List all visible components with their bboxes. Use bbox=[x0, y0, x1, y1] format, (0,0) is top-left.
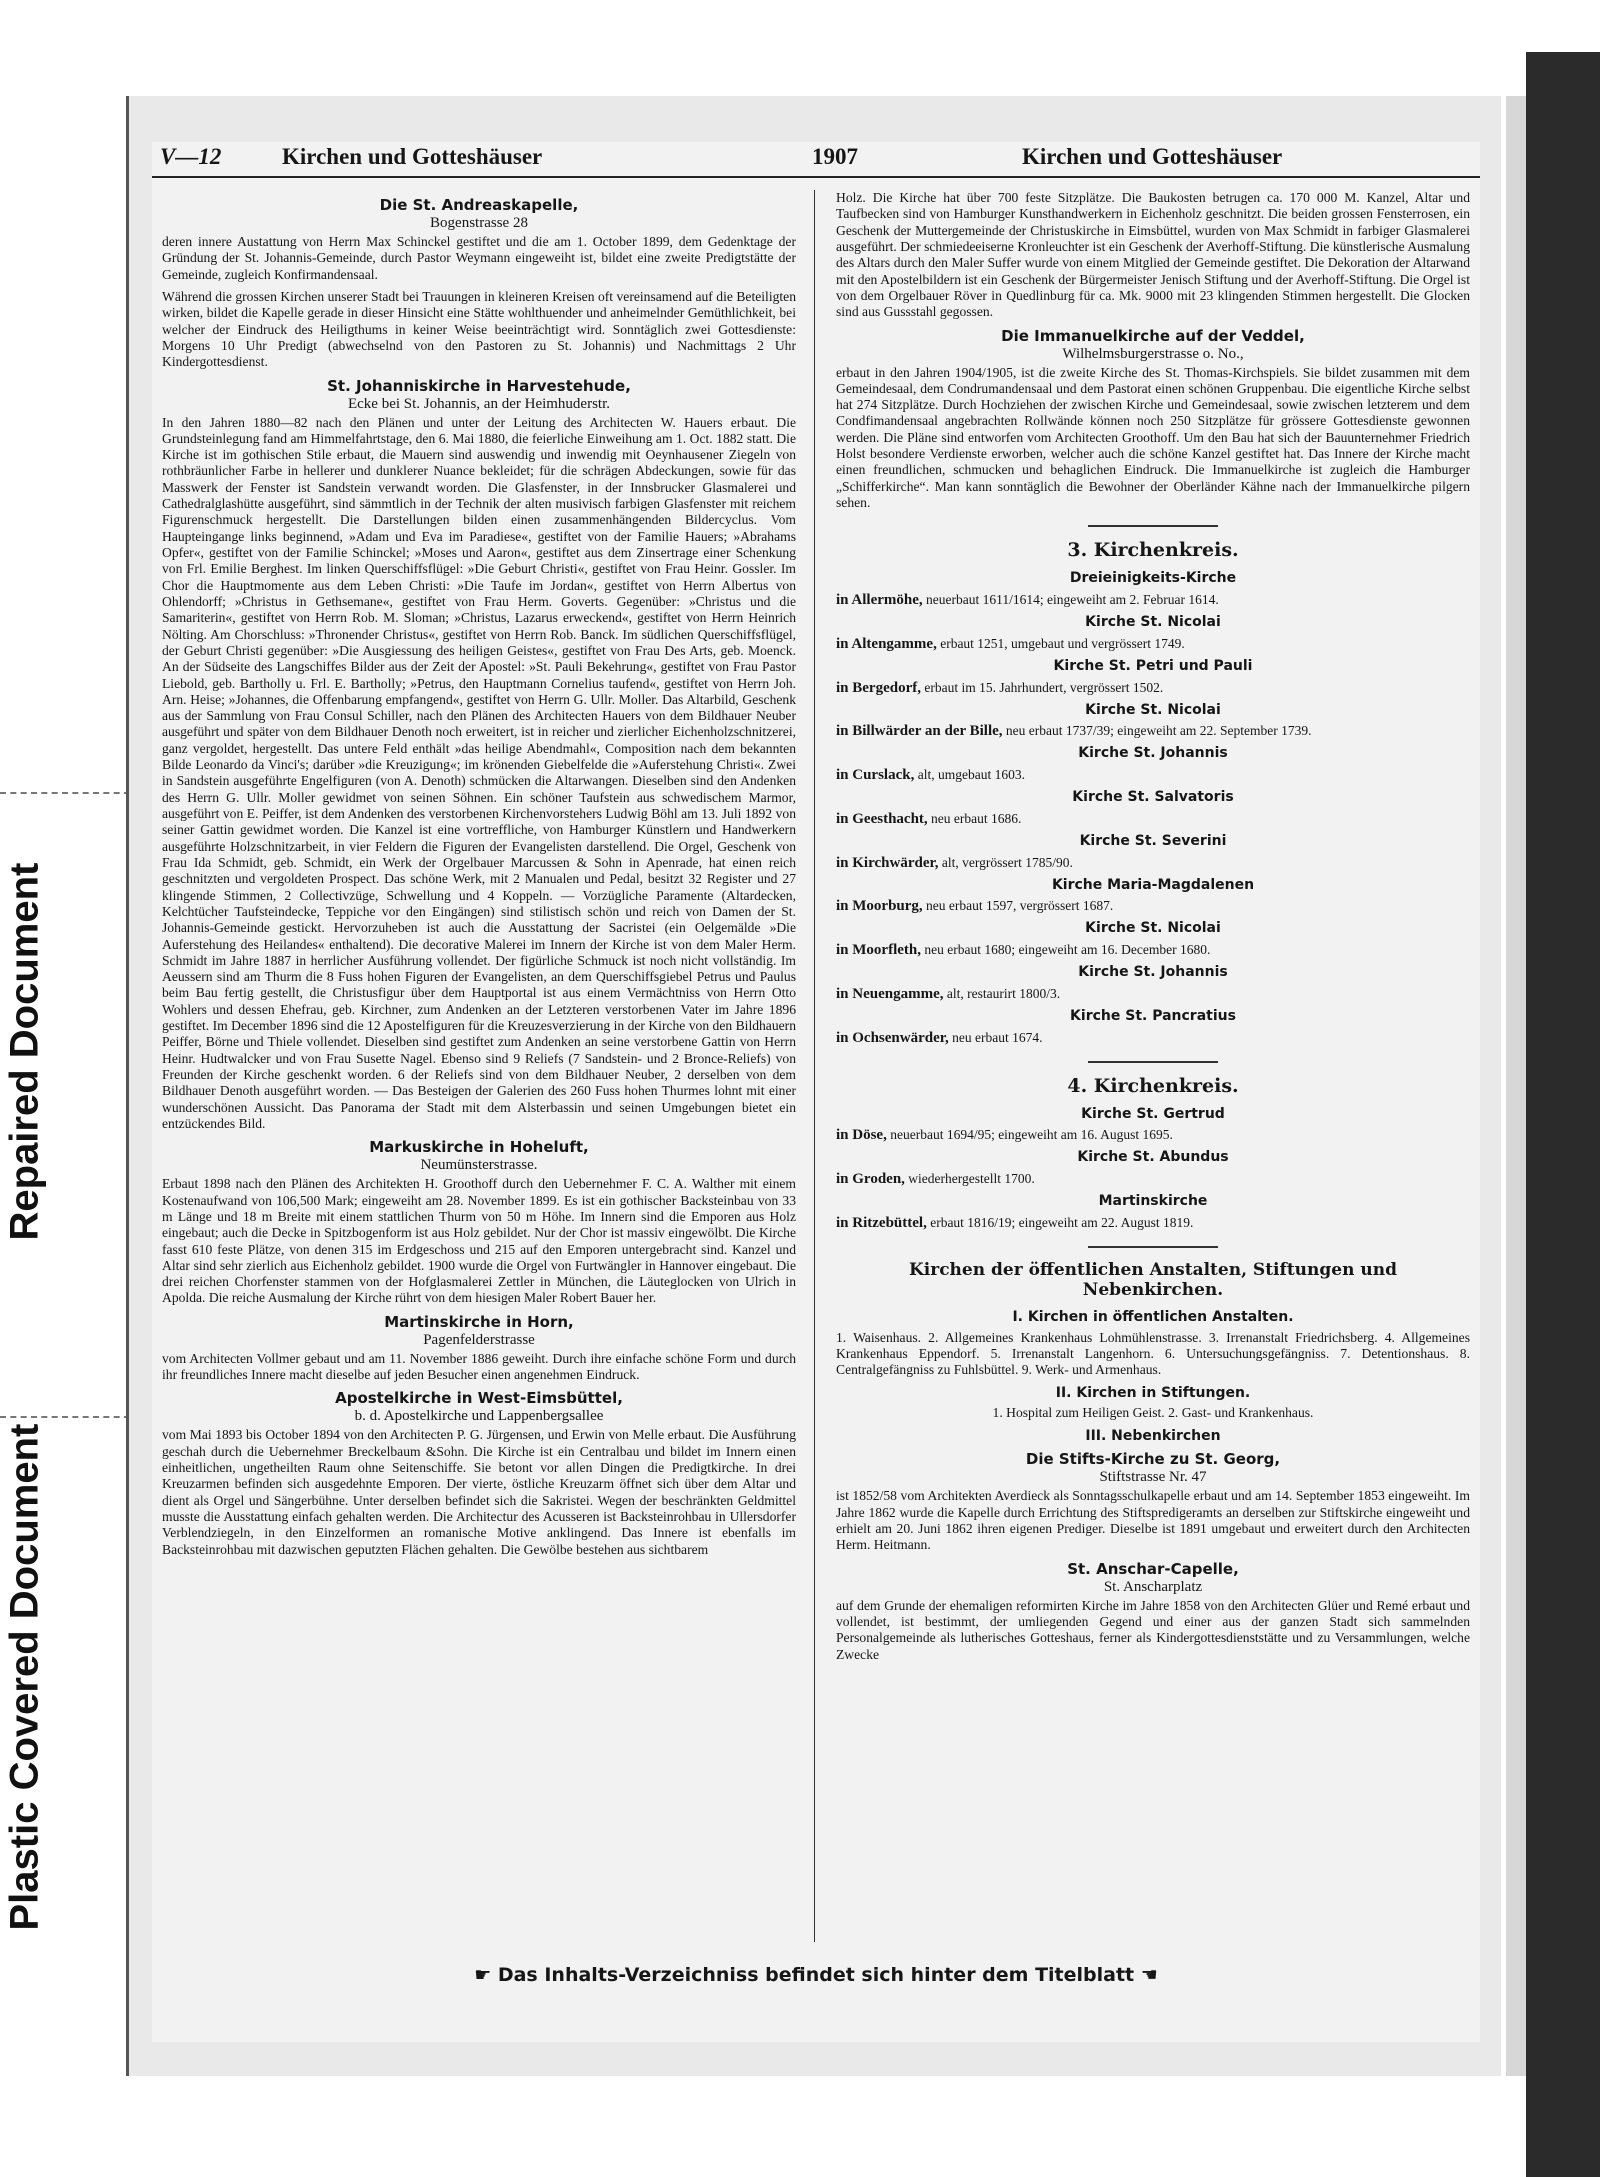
paragraph: In den Jahren 1880—82 nach den Plänen und unter der Leitung des Architecten W. Hauers erbaut. Die Grundsteinlegung fand am Himmelfahrtstage, den 6. Mai 1880, die feierliche Einweihung am 1. Oct. 1882 statt. Die Kirche ist im gothischen Stile erbaut, die Mauern sind auswendig und inwendig mit Oeynhausener Ziegeln von rothbräunlicher Farbe in hellerer und dunklerer Nuance bekleidet; für die schrägen Abdeckungen, sowie für das Masswerk der Fenster ist Sandstein verwandt worden. Die Glasfenster, in der Innsbrucker Glasmalerei und Cathedralglashütte ausgeführt, sind sämmtlich in der Technik der alten musivisch farbigen Glasfenster mit reichem Figurenschmuck hergestellt. Die Darstellungen bilden einen zusammenhängenden Bildercyclus. Vom Haupteingange links beginnend, »Adam und Eva im Paradiese«, gestiftet von der Familie Hauers; »Abrahams Opfer«, gestiftet von der Familie Schinckel; »Moses und Aaron«, gestiftet aus dem Zinsertrage einer Schenkung von Frl. Emilie Berghest. Im linken Querschiffsflügel: »Die Geburt Christi«, gestiftet von Frau Heinr. Gossler. Im Chor die Hauptmomente aus dem Leben Christi: »Die Taufe im Jordan«, gestiftet von Herrn Albertus von Ohlendorff; »Christus in Gethsemane«, gestiftet von Frau Herm. Goverts. Gegenüber: »Christus und die Samariterin«, gestiftet von Herrn Rob. M. Sloman; »Christus, Lazarus erweckend«, gestiftet von Herrn Heinrich Nölting. Am Chorschluss: »Thronender Christus«, gestiftet von Herrn Rob. Banck. Im südlichen Querschiffsflügel, der Geburt Christi gegenüber: »Die Ausgiessung des heiligen Geistes«, gestiftet von Frau Des Arts, geb. Moenck. An der Südseite des Langschiffes Bilder aus der Zeit der Apostel: »St. Pauli Bekehrung«, gestiftet von Frau Pastor Liebold, geb. Bartholly u. Frl. E. Bartholly; »Petrus, den Hauptmann Cornelius taufend«, gestiftet von Herrn Joh. Arn. Heise; »Johannes, die Offenbarung empfangend«, gestiftet von Herrn G. Ullr. Moller. Das Altarbild, Geschenk aus der Sammlung von Frau Consul Schiller, nach den Plänen des Architecten Hauers von dem Bildhauer Neuber ausgeführt und später von dem Bildhauer Denoth noch erweitert, ist in reicher und zierlicher Eichenholzschnitzerei, ganz vergoldet, hergestellt. Das untere Feld enthält »das heilige Abendmahl«, Composition nach dem bekannten Bilde Leonardo da Vinci's; darüber »die Kreuzigung«; im krönenden Giebelfelde die »Auferstehung Christi«. Zwei in Sandstein ausgeführte Engelfiguren (von A. Denoth) schmücken die Altarwangen. Dieselben sind den Andenken des Herrn G. Ullr. Moller gewidmet von seinen Söhnen. Ein schöner Taufstein aus schwedischem Marmor, ausgeführt von E. Peiffer, ist dem Andenken des verstorbenen Kirchenvorstehers Ludwig Böhl am 13. Juli 1892 von seiner Gattin gewidmet worden. Die Kanzel ist eine vortreffliche, von Hamburger Künstlern und Handwerkern ausgeführte Holzschnitzarbeit, in vier Feldern die Figuren der Evangelisten darstellend. Die Orgel, Geschenk von Frau Ida Schmidt, geb. Schmidt, ein Werk der Orgelbauer Marcussen & Sohn in Apenrade, hat einen reich geschnitzten und vergoldeten Prospect. Das schöne Werk, mit 2 Manualen und Pedal, besitzt 32 Register und 27 klingende Stimmen, 2 Collectivzüge, Schwellung und 4 Koppeln. — Vorzügliche Paramente (Altardecken, Kelchtücher Taufsteindecke, Teppiche vor den Eingängen) sind stilistisch schön und reich von Damen der St. Johannis-Gemeinde gestickt. Hervorzuheben ist auch die Ausstattung der Sacristei (ein Oelgemälde »Die Auferstehung des Heilandes« enthaltend). Die decorative Malerei im Innern der Kirche ist von dem Maler Herm. Schmidt im Jahre 1887 in herrlicher Ausführung vollendet. Der figürliche Schmuck ist noch nicht vollständig. Im Aeussern sind am Thurm die 8 Fuss hohen Figuren der Evangelisten, an dem Querschiffsgiebel Petrus und Paulus beim Bau fertig gestellt, die Christusfigur über dem Hauptportal ist aus einem Vermächtniss von Herrn Otto Wohlers und dessen Ehefrau, geb. Kirchner, zum Andenken an der Letzteren verstorbenen Vater im Jahre 1896 gestiftet. Im December 1896 sind die 12 Apostelfiguren für die Kreuzesverzierung in der Kirche von den Bildhauern Peiffer, Börne und Thiele vollendet. Dieselben sind gestiftet zum Andenken an seine verstorbene Gattin von Herrn Heinr. Hudtwalcker und von Frau Susette Nagel. Ebenso sind 9 Reliefs (7 Sandstein- und 2 Bronce-Reliefs) von Freunden der Kirche geschenkt worden. 6 der Reliefs sind von dem Bildhauer Neuber, 2 derselben von dem Bildhauer Denoth ausgeführt worden. — Das Besteigen der Galerien des 260 Fuss hohen Thurmes lohnt mit einer wunderschönen Aussicht. Das Panorama der Stadt mit dem Alsterbassin und seinen Umgebungen bietet ein entzückendes Bild. bbox=[162, 414, 796, 1131]
church-name: Kirche St. Abundus bbox=[1077, 1149, 1229, 1166]
kirchenkreis-heading: 4. Kirchenkreis. bbox=[1067, 1074, 1239, 1097]
kirchenkreis-heading: 3. Kirchenkreis. bbox=[1067, 539, 1239, 562]
section-title: St. Anschar-Capelle, bbox=[1067, 1559, 1239, 1578]
top-margin bbox=[0, 0, 1600, 52]
section-subtitle: b. d. Apostelkirche und Lappenbergsallee bbox=[354, 1408, 604, 1425]
subsection-title: I. Kirchen in öffentlichen Anstalten. bbox=[1012, 1308, 1294, 1325]
footer-notice bbox=[152, 1964, 1480, 1986]
pointing-hand-icon: ☛ bbox=[474, 1964, 498, 1986]
church-place: in Allermöhe, bbox=[836, 591, 923, 608]
section-title: Die Stifts-Kirche zu St. Georg, bbox=[1025, 1450, 1281, 1469]
separator bbox=[1088, 1061, 1218, 1063]
column-rule bbox=[814, 190, 815, 1942]
paragraph: Erbaut 1898 nach den Plänen des Architekten H. Groothoff durch den Uebernehmer F. C. A. Walther mit einem Kostenaufwand von 106,500 Mark; eingeweiht am 28. November 1899. Es ist ein gothischer Backsteinbau von 33 m Länge und 18 m Breite mit einem stattlichen Thurm von 50 m Höhe. Im Innern sind die Emporen aus Holz eingebaut; auch die Decke in Spitzbogenform ist aus Holz gebildet. Nur der Chor ist massiv eingewölbt. Die Kirche fasst 610 feste Plätze, von denen 315 im Erdgeschoss und 215 auf den Emporen untergebracht sind. Kanzel und Altar sind sehr zierlich aus Eichenholz gebildet. 1900 wurde die Orgel von Furtwängler in Hannover eingebaut. Die drei reichen Chorfenster stammen von der Hofglasmalerei Zettler in München, die Läuteglocken von Ulrich in Apolda. Die reiche Ausmalung der Kirche rührt von dem hiesigen Maler Robert Bauer her. bbox=[162, 1176, 796, 1306]
paragraph: ist 1852/58 vom Architekten Averdieck als Sonntagsschulkapelle erbaut und am 14. September 1853 eingeweiht. Im Jahre 1862 wurde die Kapelle durch Errichtung des Stiftspredigeramts an derselben zur Stiftskirche eingeweiht und erhielt am 20. Juni 1862 ihren eigenen Prediger. Dieselbe ist 1891 umgebaut und erweitert durch den Architecten Herm. Heitmann. bbox=[836, 1488, 1470, 1553]
church-name: Kirche St. Petri und Pauli bbox=[1053, 657, 1253, 674]
section-subtitle: Ecke bei St. Johannis, an der Heimhuderstr. bbox=[347, 395, 611, 412]
scan-right-edge bbox=[1526, 52, 1600, 2177]
church-place: in Billwärder an der Bille, bbox=[836, 723, 1003, 740]
header-year: 1907 bbox=[812, 144, 858, 169]
section-title: St. Johanniskirche in Harvestehude, bbox=[327, 376, 631, 395]
church-place: in Ochsenwärder, bbox=[836, 1029, 949, 1046]
church-place: in Moorfleth, bbox=[836, 942, 921, 959]
section-subtitle: Neumünsterstrasse. bbox=[420, 1157, 538, 1174]
church-name: Dreieinigkeits-Kirche bbox=[1069, 570, 1237, 587]
church-place: in Curslack, bbox=[836, 767, 915, 784]
header-title-left: Kirchen und Gotteshäuser bbox=[282, 144, 543, 169]
section-subtitle: Bogenstrasse 28 bbox=[430, 215, 528, 231]
paragraph: Während die grossen Kirchen unserer Stadt bei Trauungen in kleineren Kreisen oft vereinsamend auf die Beteiligten wirken, bildet die Kapelle gerade in dieser Hinsicht eine Stätte wohlthuender und anheimelnder Gemüthlichkeit, bei welcher der Eindruck des Heiligthums in keiner Weise beeinträchtigt wird. Sonntäglich zwei Gottesdienste: Morgens 10 Uhr Predigt (abwechselnd von den Pastoren zu St. Johannis) und Nachmittags 2 Uhr Kindergottesdienst. bbox=[162, 288, 796, 370]
plastic-covered-label: Plastic Covered Document bbox=[2, 1423, 47, 1931]
church-name: Kirche St. Nicolai bbox=[1085, 701, 1221, 718]
paragraph: vom Architecten Vollmer gebaut und am 11. November 1886 geweiht. Durch ihre einfache schöne Form und durch ihr freundliches Innere macht dieselbe auf jeden Besucher einen angenehmen Eindruck. bbox=[162, 1350, 796, 1383]
section-subtitle: Wilhelmsburgerstrasse o. No., bbox=[1062, 345, 1244, 362]
church-place: in Altengamme, bbox=[836, 635, 937, 652]
church-entry bbox=[836, 591, 1470, 609]
label-divider bbox=[0, 1416, 130, 1418]
church-entry bbox=[836, 766, 1470, 784]
paragraph: 1. Waisenhaus. 2. Allgemeines Krankenhaus Lohmühlenstrasse. 3. Irrenanstalt Friedrichsberg. 4. Allgemeines Krankenhaus Eppendorf. 5. Irrenanstalt Langenhorn. 6. Untersuchungsgefängniss. 7. Detentionshaus. 8. Centralgefängniss zu Fuhlsbüttel. 9. Werk- und Armenhaus. bbox=[836, 1329, 1470, 1378]
church-place: in Kirchwärder, bbox=[836, 854, 939, 871]
church-info: neu erbaut 1674. bbox=[952, 1029, 1043, 1045]
church-name: Kirche Maria-Magdalenen bbox=[1051, 876, 1255, 893]
anstalten-heading: Kirchen der öffentlichen Anstalten, Stiftungen und Nebenkirchen. bbox=[909, 1260, 1397, 1301]
paragraph: auf dem Grunde der ehemaligen reformirten Kirche im Jahre 1858 von den Architecten Glüer und Remé erbaut und vollendet, ist bestimmt, der umliegenden Gegend und einer aus der ganzen Stadt sich sammelnden Personalgemeinde als lutherisches Gotteshaus, ferner als Kindergottesdienststätte und zu Versammlungen, welche Zwecke bbox=[836, 1597, 1470, 1662]
paragraph: deren innere Austattung von Herrn Max Schinckel gestiftet und die am 1. October 1899, dem Gedenktage der Gründung der St. Johannis-Gemeinde, durch Pastor Weymann eingeweiht ist, bildet eine zweite Predigtstätte der Gemeinde, zugleich Konfirmandensaal. bbox=[162, 234, 796, 282]
church-info: neu erbaut 1737/39; eingeweiht am 22. September 1739. bbox=[1005, 723, 1312, 739]
church-place: in Geesthacht, bbox=[836, 810, 928, 827]
church-info: neu erbaut 1680; eingeweiht am 16. December 1680. bbox=[924, 942, 1211, 958]
section-title: Die St. Andreaskapelle, bbox=[379, 196, 579, 214]
church-name: Kirche St. Salvatoris bbox=[1072, 789, 1234, 806]
church-entry bbox=[836, 722, 1470, 740]
subsection-title: III. Nebenkirchen bbox=[1085, 1427, 1221, 1444]
paragraph: 1. Hospital zum Heiligen Geist. 2. Gast- und Krankenhaus. bbox=[992, 1405, 1314, 1421]
church-entry bbox=[836, 1126, 1470, 1144]
left-column bbox=[162, 190, 796, 1564]
church-name: Kirche St. Johannis bbox=[1078, 745, 1228, 762]
section-title: Die Immanuelkirche auf der Veddel, bbox=[1001, 326, 1305, 345]
church-place: in Groden, bbox=[836, 1171, 905, 1188]
label-divider bbox=[0, 792, 130, 794]
left-label-strip bbox=[0, 0, 100, 2177]
newspaper-page bbox=[152, 142, 1480, 2042]
church-entry bbox=[836, 985, 1470, 1003]
church-info: alt, umgebaut 1603. bbox=[917, 767, 1025, 783]
church-place: in Moorburg, bbox=[836, 898, 923, 915]
church-name: Kirche St. Severini bbox=[1079, 832, 1227, 849]
right-column bbox=[836, 190, 1470, 1669]
scan-right-shadow bbox=[1506, 96, 1526, 2076]
church-name: Kirche St. Gertrud bbox=[1081, 1105, 1225, 1122]
section-title: Markuskirche in Hoheluft, bbox=[369, 1138, 589, 1157]
church-entry bbox=[836, 810, 1470, 828]
church-entry bbox=[836, 1029, 1470, 1047]
church-info: erbaut im 15. Jahrhundert, vergrössert 1502. bbox=[924, 679, 1164, 695]
church-place: in Bergedorf, bbox=[836, 679, 921, 696]
church-entry bbox=[836, 897, 1470, 915]
church-entry bbox=[836, 941, 1470, 959]
pointing-hand-icon: ☚ bbox=[1140, 1964, 1158, 1986]
page-header bbox=[152, 142, 1480, 178]
church-name: Kirche St. Pancratius bbox=[1070, 1008, 1236, 1025]
church-name: Kirche St. Nicolai bbox=[1085, 920, 1221, 937]
page-number: V—12 bbox=[160, 144, 222, 169]
section-subtitle: St. Anscharplatz bbox=[1103, 1578, 1203, 1595]
church-info: erbaut 1816/19; eingeweiht am 22. August 1819. bbox=[930, 1215, 1194, 1231]
church-entry bbox=[836, 1214, 1470, 1232]
separator bbox=[1088, 525, 1218, 527]
church-name: Martinskirche bbox=[1098, 1193, 1208, 1210]
church-entry bbox=[836, 854, 1470, 872]
footer-text: Das Inhalts-Verzeichniss befindet sich hinter dem Titelblatt bbox=[497, 1964, 1135, 1986]
section-title: Martinskirche in Horn, bbox=[384, 1312, 574, 1331]
church-info: neu erbaut 1686. bbox=[931, 810, 1022, 826]
church-info: neu erbaut 1597, vergrössert 1687. bbox=[926, 898, 1114, 914]
separator bbox=[1088, 1246, 1218, 1248]
church-place: in Neuengamme, bbox=[836, 986, 944, 1003]
church-place: in Ritzebüttel, bbox=[836, 1215, 927, 1232]
paragraph: Holz. Die Kirche hat über 700 feste Sitzplätze. Die Baukosten betrugen ca. 170 000 M. Kanzel, Altar und Taufbecken sind von Hamburger Kunsthandwerkern in Eichenholz geschnitzt. Die beiden grossen Fensterrosen, ein Geschenk der Muttergemeinde der Christuskirche in Eimsbüttel, wurden von Max Schmidt in farbiger Glasmalerei ausgeführt. Der schmiedeeiserne Kronleuchter ist ein Geschenk der Averhoff-Stiftung. Die künstlerische Ausmalung des Altars durch den Maler Suffer wurde von einem Mitglied der Gemeinde gestiftet. Die Dekoration der Altarwand mit den Apostelbildern ist ein Geschenk der Bürgermeister Jenisch Stiftung und der Averhoff-Stiftung. Die Orgel ist von dem Orgelbauer Röver in Quedlinburg für ca. Mk. 9000 mit 23 klingenden Stimmen hergestellt. Die Glocken sind aus Gussstahl gegossen. bbox=[836, 190, 1470, 320]
paragraph: vom Mai 1893 bis October 1894 von den Architecten P. G. Jürgensen, und Erwin von Melle erbaut. Die Ausführung geschah durch die Uebernehmer Breckelbaum &Sohn. Die Kirche ist ein Centralbau und bildet im Innern einen einheitlichen, ungetheilten Raum ohne Seitenschiffe. Sie betont vor allen Dingen die Predigtkirche. In drei Kreuzarmen befinden sich ausgedehnte Emporen. Der vierte, östliche Kreuzarm öffnet sich über dem Altar und dient als Orgel und Sängerbühne. Unter derselben befindet sich die Sakristei. Wegen der beschränkten Geldmittel musste die Ausstattung einfach gehalten werden. Die Architectur des Acusseren ist Backsteinrohbau in Ullersdorfer Verblendziegeln, in den Einzelformen an romanische Motive anklingend. Das Innere ist ebenfalls im Backsteinrohbau mit dazwischen geputzten Flächen gehalten. Die Gewölbe bestehen aus sichtbarem bbox=[162, 1427, 796, 1557]
repaired-document-label: Repaired Document bbox=[2, 862, 47, 1241]
church-info: alt, restaurirt 1800/3. bbox=[946, 986, 1061, 1002]
church-entry bbox=[836, 1170, 1470, 1188]
subsection-title: II. Kirchen in Stiftungen. bbox=[1055, 1384, 1251, 1401]
church-info: erbaut 1251, umgebaut und vergrössert 1749. bbox=[940, 635, 1185, 651]
section-title: Apostelkirche in West-Eimsbüttel, bbox=[335, 1389, 623, 1408]
church-entry bbox=[836, 679, 1470, 697]
kirchenkreis-3-list bbox=[836, 570, 1470, 1047]
church-info: neuerbaut 1611/1614; eingeweiht am 2. Februar 1614. bbox=[926, 591, 1219, 607]
church-info: neuerbaut 1694/95; eingeweiht am 16. August 1695. bbox=[890, 1127, 1173, 1143]
church-info: wiederhergestellt 1700. bbox=[908, 1171, 1035, 1187]
section-subtitle: Pagenfelderstrasse bbox=[423, 1331, 535, 1348]
church-place: in Döse, bbox=[836, 1127, 887, 1144]
church-name: Kirche St. Nicolai bbox=[1085, 613, 1221, 630]
kirchenkreis-4-list bbox=[836, 1106, 1470, 1232]
header-title-right: Kirchen und Gotteshäuser bbox=[1022, 144, 1283, 169]
section-subtitle: Stiftstrasse Nr. 47 bbox=[1099, 1469, 1207, 1486]
church-info: alt, vergrössert 1785/90. bbox=[941, 854, 1073, 870]
church-entry bbox=[836, 635, 1470, 653]
paragraph: erbaut in den Jahren 1904/1905, ist die zweite Kirche des St. Thomas-Kirchspiels. Sie bildet zusammen mit dem Gemeindesaal, dem Condrumandensaal und dem Pastorat einen schönen Gruppenbau. Die eigentliche Kirche selbst hat 274 Sitzplätze. Durch Hochziehen der zwischen Kirche und Gemeindesaal, sowie zwischen letzterem und dem Condfimandensaal angebrachten Rollwände können noch 250 Sitzplätze für grössere Gottesdienste gewonnen werden. Die Pläne sind entworfen vom Architecten Groothoff. Um den Bau hat sich der Bauunternehmer Friedrich Holst besondere Verdienste erworben, welcher auch die schöne Kanzel gestiftet hat. Das Innere der Kirche macht einen freundlichen, schmucken und behaglichen Eindruck. Die Immanuelkirche ist zugleich die Hamburger „Schifferkirche“. Man kann sonntäglich die Bewohner der Oberländer Kähne nach der Immanuelkirche pilgern sehen. bbox=[836, 364, 1470, 510]
church-name: Kirche St. Johannis bbox=[1078, 964, 1228, 981]
